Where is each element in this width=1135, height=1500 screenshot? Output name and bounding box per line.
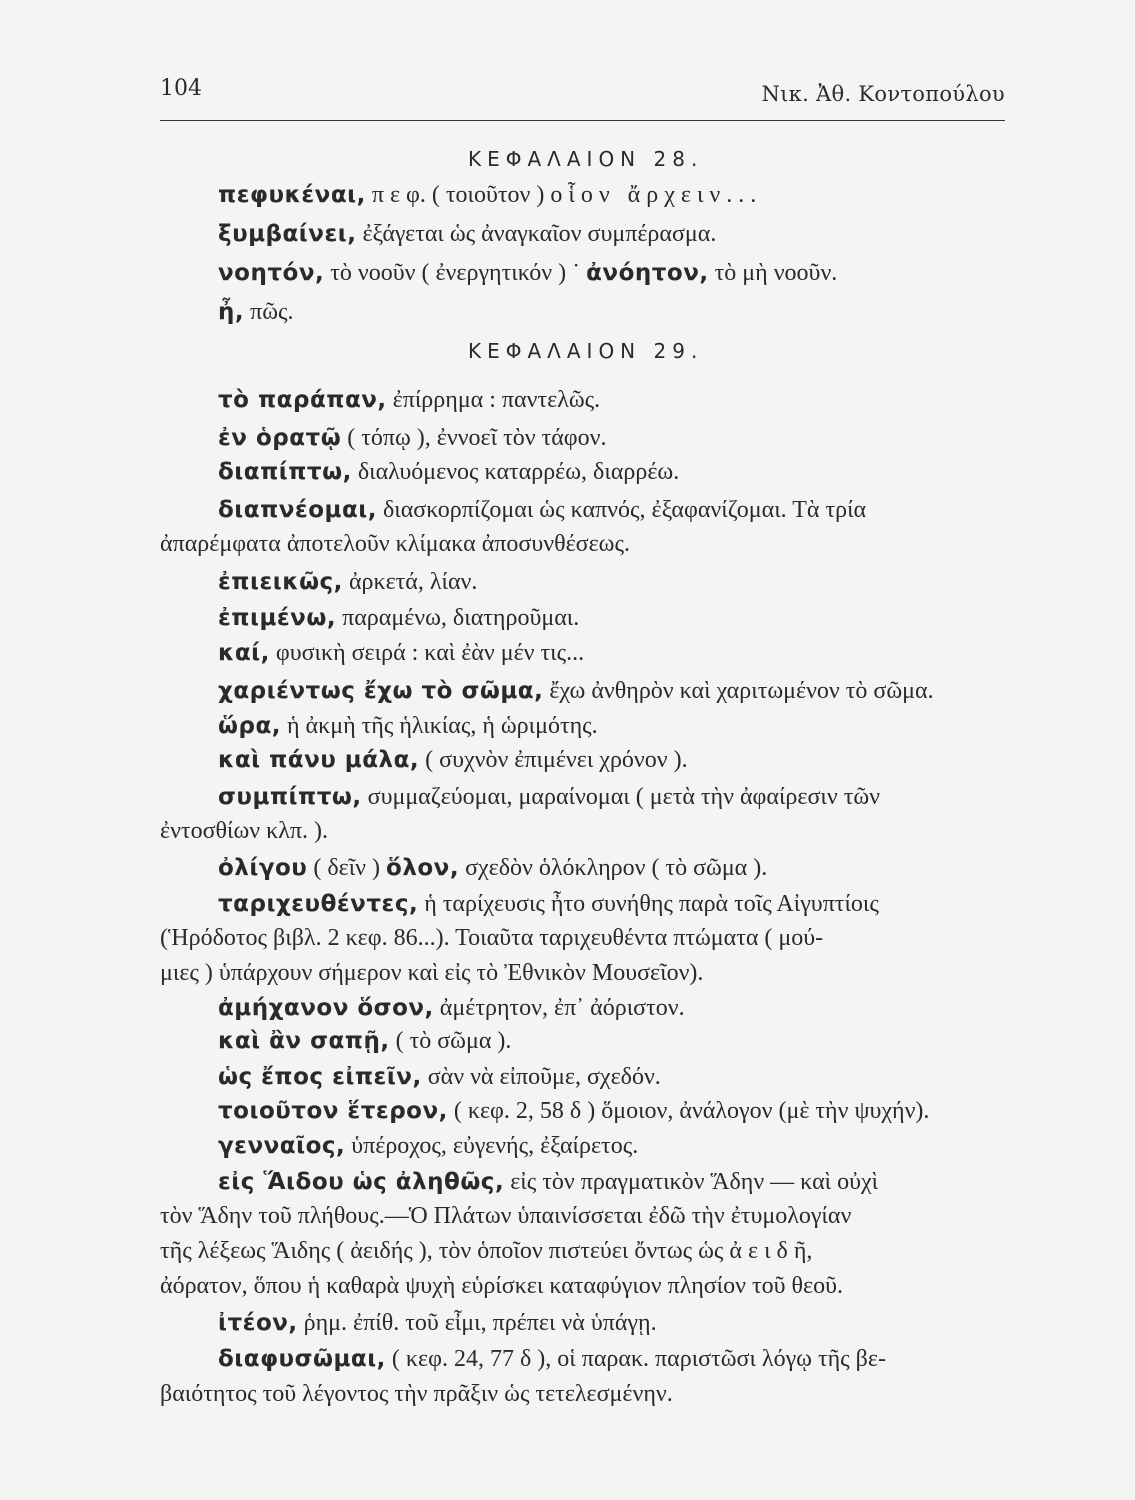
entry-continuation: βαιότητος τοῦ λέγοντος τὴν πρᾶξιν ὡς τετελεσμένην. [160,1381,673,1407]
headword: ἐν ὁρατῷ [218,425,342,451]
headword: ξυμβαίνει, [218,221,357,247]
gloss: εἰς τὸν πραγματικὸν Ἅδην — καὶ οὐχὶ [504,1169,879,1195]
headword: καί, [218,640,270,666]
entry-line [218,603,579,633]
headword: ἦ, [218,299,245,325]
headword: διαπνέομαι, [218,497,377,523]
entry-line [218,495,866,525]
headword: ὥρα, [218,713,281,739]
entry-line [218,258,837,288]
headword: ἰτέον, [218,1310,298,1336]
gloss: ῥημ. ἐπίθ. τοῦ εἶμι, πρέπει νὰ ὑπάγῃ. [297,1310,657,1336]
entry-continuation: ἀπαρέμφατα ἀποτελοῦν κλίμακα ἀποσυνθέσεως. [160,531,630,557]
gloss: τὸ μὴ νοοῦν. [708,260,838,286]
entry-line [218,385,600,415]
entry-line [218,676,934,706]
entry-line [218,853,767,883]
gloss: π ε φ. ( τοιοῦτον ) [365,182,551,208]
headword: ὡς ἔπος εἰπεῖν, [218,1064,422,1090]
gloss: συμμαζεύομαι, μαραίνομαι ( μετὰ τὴν ἀφαίρεσιν τῶν [361,784,881,810]
entry-line [218,297,294,327]
entry-line [218,1131,638,1161]
gloss: ( τόπῳ ), ἐννοεῖ τὸν τάφον. [341,425,607,451]
gloss: ( κεφ. 2, 58 δ ) ὅμοιον, ἀνάλογον (μὲ τὴν ψυχήν). [447,1098,930,1124]
entry-continuation: (Ἡρόδοτος βιβλ. 2 κεφ. 86...). Τοιαῦτα ταριχευθέντα πτώματα ( μού- [160,925,824,951]
entry-line [218,180,762,210]
entry-continuation: τῆς λέξεως Ἅιδης ( ἀειδής ), τὸν ὁποῖον πιστεύει ὄντως ὡς ἀ ε ι δ ῆ, [160,1238,813,1264]
entry-line [218,1096,929,1126]
entry-line [218,1026,511,1056]
headword: ἐπιεικῶς, [218,569,343,595]
headword: γενναῖος, [218,1133,346,1159]
entry-line [218,1167,878,1197]
entry-line [218,219,716,249]
entry-continuation: ἀόρατον, ὅπου ἡ καθαρὰ ψυχὴ εὑρίσκει καταφύγιον πλησίον τοῦ θεοῦ. [160,1273,843,1299]
entry-continuation: ἐντοσθίων κλπ. ). [160,818,328,844]
gloss: διαλυόμενος καταρρέω, διαρρέω. [351,459,680,485]
headword: διαφυσῶμαι, [218,1346,386,1372]
entry-line [218,711,598,741]
entry-line [218,1308,657,1338]
gloss: φυσικὴ σειρά : καὶ ἐὰν μέν τις... [269,640,585,666]
page-number: 104 [160,76,202,101]
gloss: διασκορπίζομαι ὡς καπνός, ἐξαφανίζομαι. Τὰ τρία [376,497,867,523]
entry-line [218,889,879,919]
headword: καὶ πάνυ μάλα, [218,747,420,773]
gloss: σχεδὸν ὁλόκληρον ( τὸ σῶμα ). [459,855,768,881]
gloss: σὰν νὰ εἰποῦμε, σχεδόν. [421,1064,661,1090]
entry-line [218,638,584,668]
headword: ὅλον, [386,855,460,881]
entry-line [218,457,679,487]
entry-line [218,423,607,453]
chapter-heading: ΚΕΦΑΛΑΙΟΝ 28. [468,147,704,171]
headword: ταριχευθέντες, [218,891,419,917]
gloss: ἡ ταρίχευσις ἦτο συνήθης παρὰ τοῖς Αἰγυπτίοις [418,891,879,917]
headword: πεφυκέναι, [218,182,366,208]
entry-line [218,1062,661,1092]
gloss: ( τὸ σῶμα ). [389,1028,512,1054]
headword: καὶ ἂν σαπῇ, [218,1028,390,1054]
gloss: ἀρκετά, λίαν. [342,569,478,595]
gloss: πῶς. [244,299,294,325]
headword: διαπίπτω, [218,459,352,485]
headword: ὀλίγου [218,855,308,881]
page-header [160,72,1005,121]
gloss: παραμένω, διατηροῦμαι. [336,605,580,631]
gloss: ὑπέροχος, εὐγενής, ἐξαίρετος. [345,1133,639,1159]
gloss: ἔχω ἀνθηρὸν καὶ χαριτωμένον τὸ σῶμα. [543,678,934,704]
headword: εἰς Ἅιδου ὡς ἀληθῶς, [218,1169,505,1195]
gloss: ( συχνὸν ἐπιμένει χρόνον ). [419,747,688,773]
gloss: ἀμέτρητον, ἐπ᾽ ἀόριστον. [433,995,685,1021]
running-title: Νικ. Ἀθ. Κοντοπούλου [761,82,1005,106]
gloss: ἡ ἀκμὴ τῆς ἡλικίας, ἡ ὡριμότης. [281,713,598,739]
headword: νοητόν, [218,260,325,286]
headword: τοιοῦτον ἕτερον, [218,1098,448,1124]
gloss: ἐξάγεται ὡς ἀναγκαῖον συμπέρασμα. [356,221,717,247]
gloss: ( κεφ. 24, 77 δ ), οἱ παρακ. παριστῶσι λόγῳ τῆς βε- [385,1346,886,1372]
chapter-heading: ΚΕΦΑΛΑΙΟΝ 29. [468,339,704,363]
headword: τὸ παράπαν, [218,387,387,413]
headword: ἀμήχανον ὅσον, [218,995,434,1021]
entry-line [218,567,477,597]
entry-line [218,993,685,1023]
entry-line [218,1344,886,1374]
headword: συμπίπτω, [218,784,362,810]
gloss: ἐπίρρημα : παντελῶς. [386,387,601,413]
headword: ἀνόητον, [586,260,709,286]
entry-line [218,782,880,812]
entry-continuation: τὸν Ἅδην τοῦ πλήθους.—Ὁ Πλάτων ὑπαινίσσεται ἐδῶ τὴν ἐτυμολογίαν [160,1203,852,1229]
gloss: τὸ νοοῦν ( ἐνεργητικόν ) ˙ [324,260,587,286]
headword: ἐπιμένω, [218,605,337,631]
headword: χαριέντως ἔχω τὸ σῶμα, [218,678,544,704]
entry-continuation: μιες ) ὑπάρχουν σήμερον καὶ εἰς τὸ Ἐθνικὸν Μουσεῖον). [160,960,704,986]
gloss: ( δεῖν ) [307,855,387,881]
entry-line [218,745,688,775]
spaced-text: οἷον ἄρχειν... [550,182,763,208]
